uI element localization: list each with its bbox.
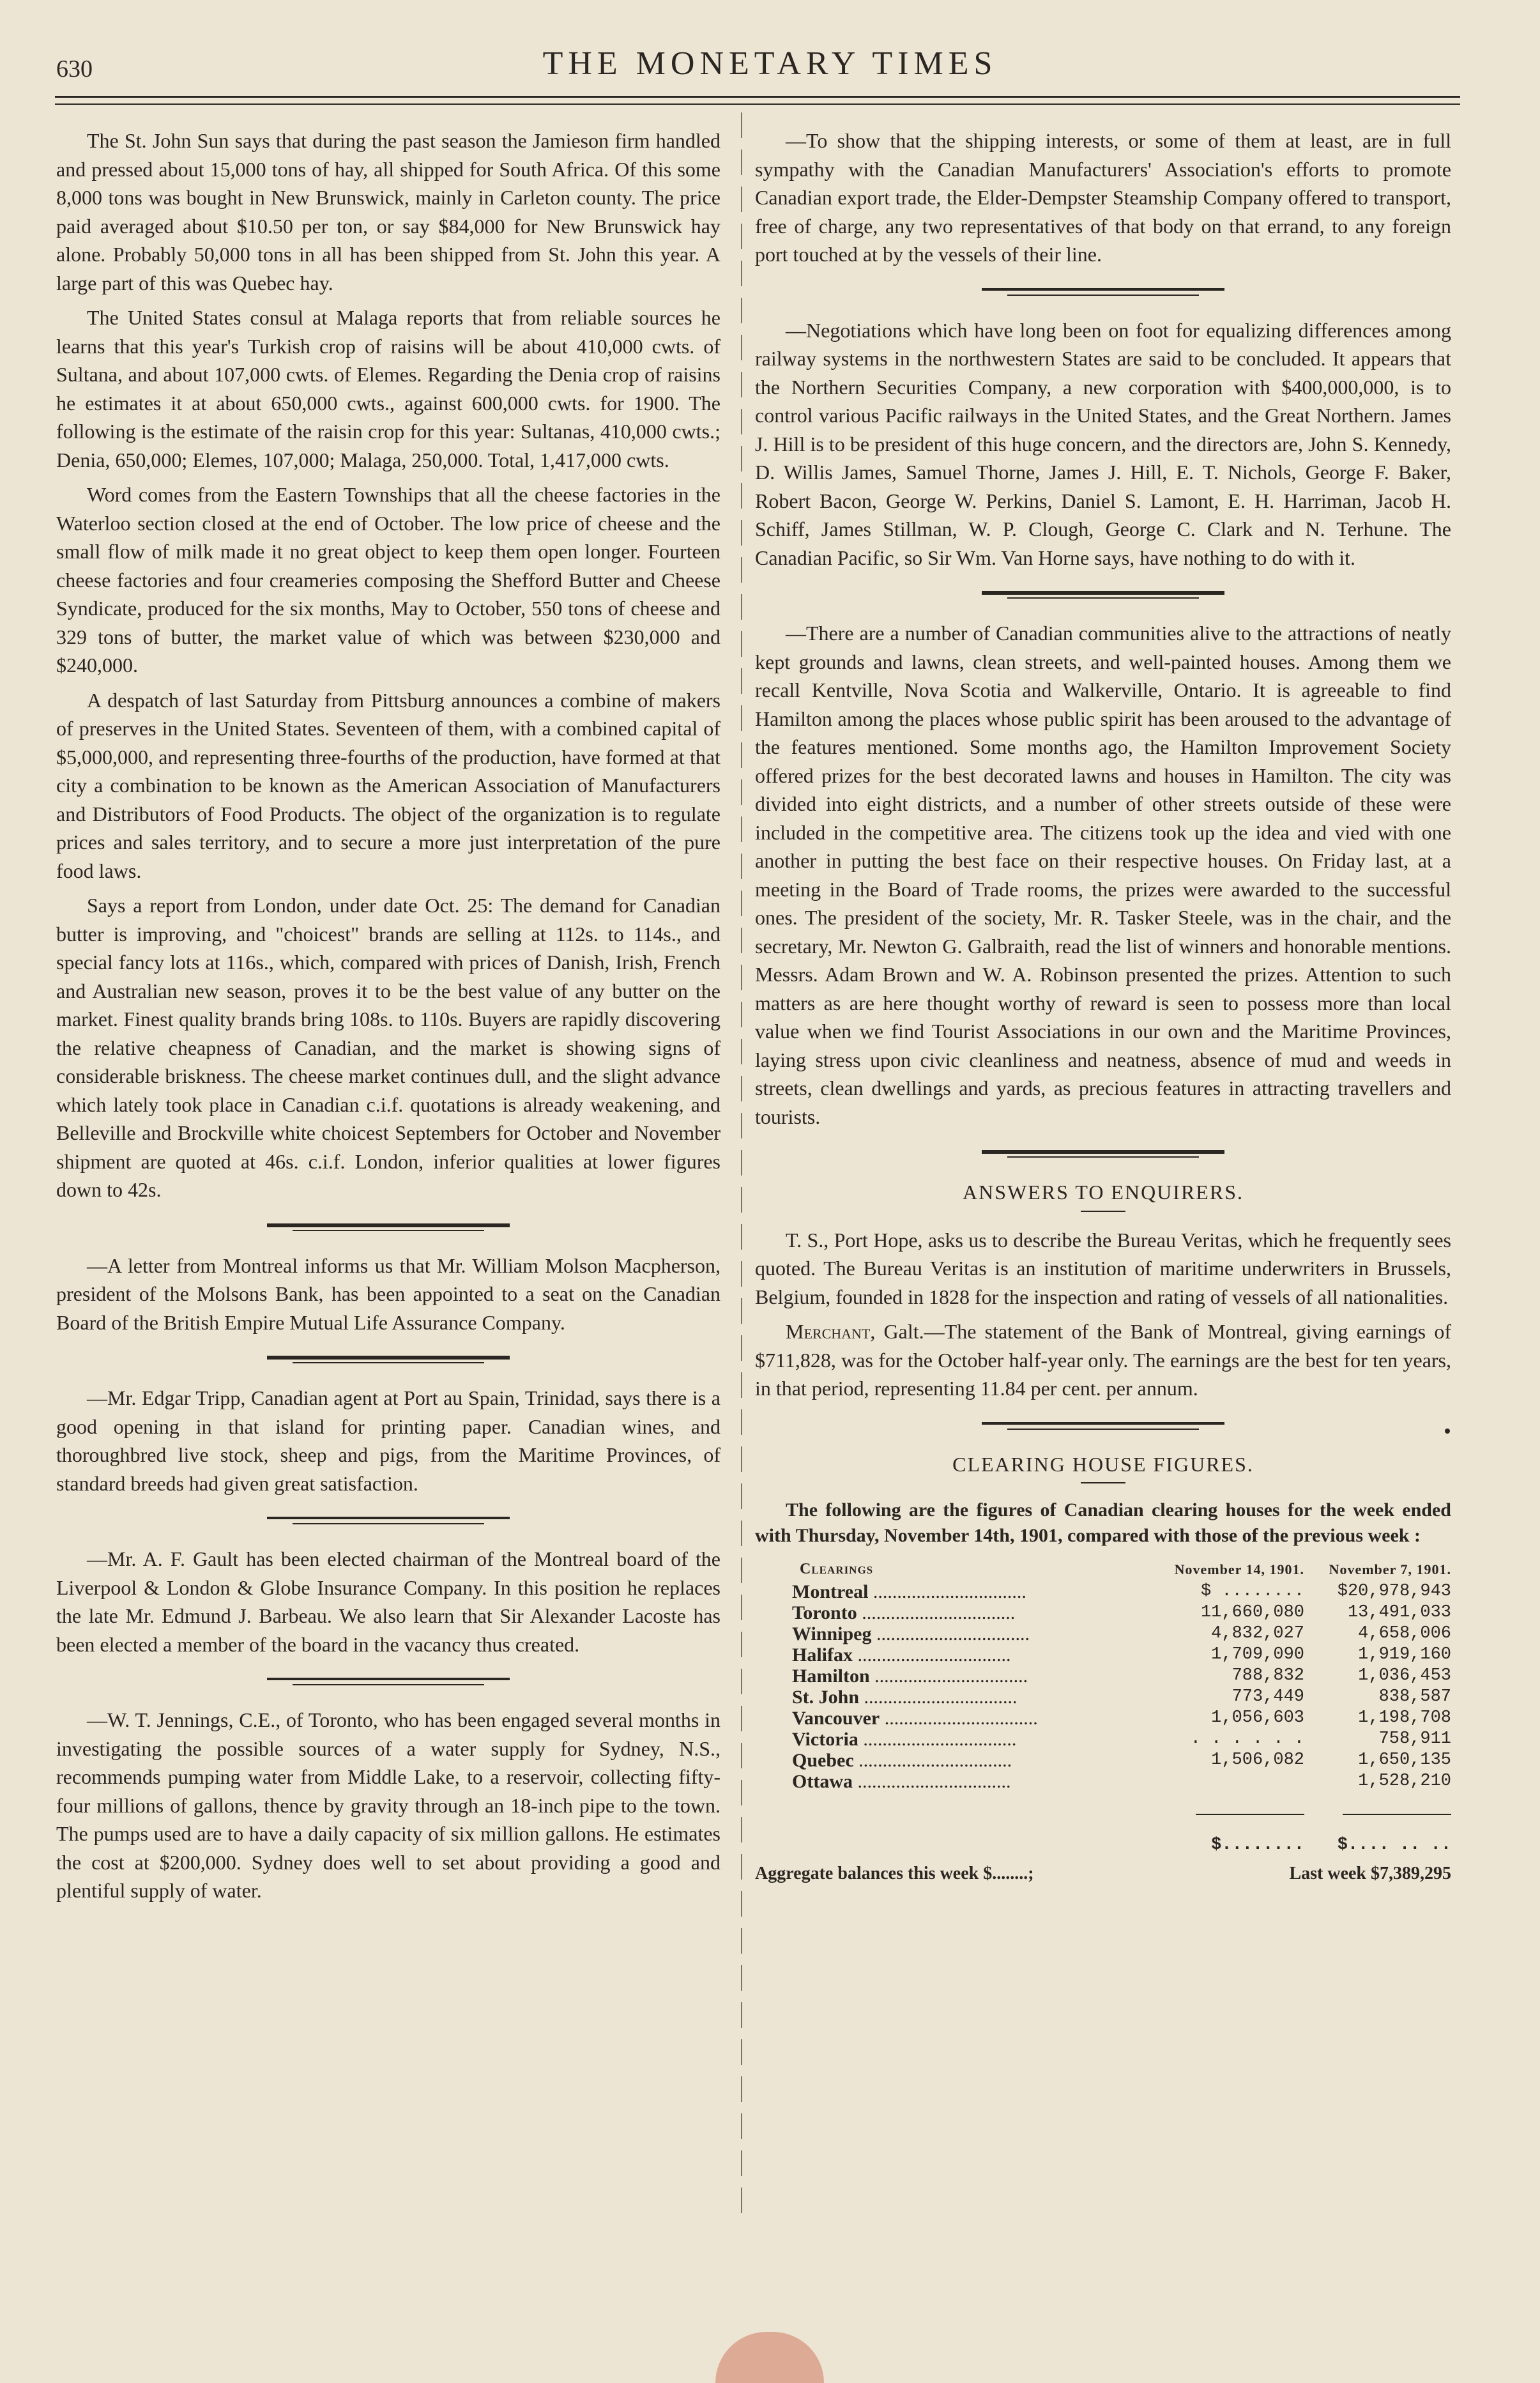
- city-label: Ottawa: [792, 1771, 853, 1792]
- city-name: [755, 1623, 1164, 1644]
- value-nov7: 13,491,033: [1347, 1603, 1451, 1622]
- section-separator: [267, 1223, 510, 1232]
- value-nov14: 1,709,090: [1211, 1645, 1304, 1664]
- table-row: [755, 1708, 1451, 1729]
- city-label: Winnipeg: [792, 1623, 872, 1644]
- answer-bureau-veritas: [755, 1226, 1451, 1312]
- leader-dots: ................................: [852, 1771, 1011, 1792]
- section-separator: [267, 1517, 510, 1526]
- city-label: Hamilton: [792, 1666, 870, 1687]
- article-gault: —Mr. A. F. Gault has been elected chairman of the Montreal board of the Liverpool & London & Globe Insurance Company. In this position he replaces the late Mr. Edmund J. Barbeau. We also learn that Sir Alexander Lacoste has been elected a member of the board in the vacancy thus created.: [56, 1547, 720, 1656]
- city-label: Vancouver: [792, 1708, 880, 1729]
- city-label: Victoria: [792, 1729, 858, 1750]
- section-separator: [982, 1150, 1224, 1159]
- header-rule-secondary: [55, 103, 1460, 105]
- city-name: [755, 1602, 1164, 1623]
- leader-dots: ................................: [857, 1602, 1016, 1623]
- section-separator: [982, 288, 1224, 297]
- table-row: [755, 1602, 1451, 1623]
- table-row: [755, 1750, 1451, 1771]
- value-nov14: [1164, 1771, 1304, 1792]
- article-macpherson: —A letter from Montreal informs us that Mr. William Molson Macpherson, president of the Molsons Bank, has been appointed to a seat on the Canadian Board of the British Empire Mutual Life Assurance Company.: [56, 1253, 720, 1334]
- section-separator: [982, 1422, 1224, 1431]
- city-name: [755, 1581, 1164, 1602]
- article-hay: The St. John Sun says that during the past season the Jamieson firm handled and pressed about 15,000 tons of hay, all shipped for South Africa. Of this some 8,000 tons was bought in New Brunswick, mainly in Carleton county. The price paid averaged about $10.50 per ton, or say $84,000 for New Brunswick hay alone. Probably 50,000 tons in all has been shipped from St. John this year. A large part of this was Quebec hay.: [56, 129, 720, 295]
- city-label: Quebec: [792, 1750, 854, 1771]
- section-separator: [267, 1678, 510, 1687]
- aggregate-last-week: Last week $7,389,295: [1289, 1864, 1451, 1883]
- column-header-clearings: Clearings: [800, 1561, 874, 1577]
- column-divider: [741, 112, 742, 2221]
- value-nov14: 1,056,603: [1211, 1708, 1304, 1728]
- article-shipping: —To show that the shipping interests, or some of them at least, are in full sympathy with the Canadian Manufacturers' Association's efforts to promote Canadian export trade, the Elder-Dempster Steamship Company offered to transport, free of charge, any two representatives of that body on that errand, to any foreign port touched at by the vessels of their line.: [755, 129, 1451, 266]
- city-name: [755, 1729, 1164, 1750]
- total-nov14: $........: [1211, 1835, 1304, 1855]
- right-column: [755, 126, 1451, 1889]
- city-name: [755, 1708, 1164, 1729]
- value-nov7: 4,658,006: [1358, 1624, 1451, 1643]
- leader-dots: ................................: [868, 1581, 1026, 1602]
- masthead-title: THE MONETARY TIMES: [542, 45, 998, 82]
- enquirer-name: Merchant: [786, 1320, 871, 1343]
- city-label: Toronto: [792, 1602, 857, 1623]
- table-row: [755, 1687, 1451, 1708]
- table-row: [755, 1666, 1451, 1687]
- header-rule: [55, 96, 1460, 98]
- city-name: [755, 1750, 1164, 1771]
- value-nov7: 1,036,453: [1358, 1666, 1451, 1685]
- city-name: [755, 1644, 1164, 1666]
- heading-rule: [1081, 1211, 1125, 1212]
- article-jennings: —W. T. Jennings, C.E., of Toronto, who has been engaged several months in investigating the possible sources of a water supply for Sydney, N.S., recommends pumping water from Middle Lake, to a reservoir, collecting fifty-four millions of gallons, thence by gravity through an 18-inch pipe to the town. The pumps used are to have a daily capacity of six million gallons. He estimates the cost at $200,000. Sydney does well to set about providing a good and plentiful supply of water.: [56, 1708, 720, 1902]
- clearing-heading: CLEARING HOUSE FIGURES.: [952, 1452, 1254, 1476]
- city-label: St. John: [792, 1687, 860, 1708]
- city-name: [755, 1771, 1164, 1792]
- article-hamilton-lawns: —There are a number of Canadian communities alive to the attractions of neatly kept grounds and lawns, clean streets, and well-painted houses. Among them we recall Kentville, Nova Scotia and Walkerville, Ontario. It is agreeable to find Hamilton among the places whose public spirit has been aroused to the advantage of the features mentioned. Some months ago, the Hamilton Improvement Society offered prizes for the best decorated lawns and houses in Hamilton. The city was divided into eight districts, and a number of other streets outside of these were included in the competitive area. The citizens took up the idea and vied with one another in putting the best face on their respective houses. On Friday last, at a meeting in the Board of Trade rooms, the prizes were awarded to the successful ones. The president of the society, Mr. R. Tasker Steele, was in the chair, and the secretary, Mr. Newton G. Galbraith, read the list of winners and honorable mentions. Messrs. Adam Brown and W. A. Robinson presented the prizes. Attention to such matters as are here thought worthy of reward is seen to possess more than local value when we find Tourist Associations in our own and the Maritime Provinces, laying stress upon civic cleanliness and neatness, absence of mud and weeds in streets, clean dwellings and yards, as precious features in attracting travellers and tourists.: [755, 622, 1451, 1128]
- clearing-table: [755, 1549, 1451, 1856]
- city-name: [755, 1687, 1164, 1708]
- value-nov7: 1,650,135: [1358, 1751, 1451, 1770]
- leader-dots: ................................: [871, 1623, 1030, 1644]
- leader-dots: ................................: [859, 1687, 1018, 1708]
- value-nov7: 1,528,210: [1358, 1772, 1451, 1791]
- article-raisins: The United States consul at Malaga reports that from reliable sources he learns that this year's Turkish crop of raisins will be about 410,000 cwts. of Sultana, and about 107,000 cwts. of Elemes. Regarding the Denia crop of raisins he estimates it at about 650,000 cwts., against 600,000 cwts. for 1900. The following is the estimate of the raisin crop for this year: Sultanas, 410,000 cwts.; Denia, 650,000; Elemes, 107,000; Malaga, 250,000. Total, 1,417,000 cwts.: [56, 306, 720, 471]
- column-header-nov14: November 14, 1901.: [1174, 1561, 1304, 1577]
- value-nov7: 838,587: [1378, 1687, 1451, 1706]
- value-nov7: 1,919,160: [1358, 1645, 1451, 1664]
- table-row: [755, 1729, 1451, 1750]
- clearing-table-header: [755, 1549, 1451, 1581]
- totals-rule-row: [755, 1792, 1451, 1822]
- article-preserves-combine: A despatch of last Saturday from Pittsburg announces a combine of makers of preserves in the United States. Seventeen of them, with a combined capital of $5,000,000, and representing three-fourths of the production, have formed at that city a combination to be known as the American Association of Manufacturers and Distributors of Food Products. The object of the organization is to regulate prices and sales territory, and to secure a more just interpretation of the pure food laws.: [56, 688, 720, 882]
- city-label: Halifax: [792, 1644, 853, 1666]
- value-nov7: 1,198,708: [1358, 1708, 1451, 1728]
- table-row: [755, 1581, 1451, 1602]
- leader-dots: ................................: [869, 1666, 1028, 1687]
- enquirer-name: T. S.: [786, 1228, 824, 1252]
- value-nov14: . . . . . .: [1190, 1729, 1304, 1749]
- column-header-nov7: November 7, 1901.: [1329, 1561, 1451, 1577]
- page-tab-mark: [715, 2332, 824, 2383]
- city-name: [755, 1666, 1164, 1687]
- value-nov14: 11,660,080: [1200, 1603, 1304, 1622]
- value-nov14: 4,832,027: [1211, 1624, 1304, 1643]
- article-butter-report: Says a report from London, under date Oct. 25: The demand for Canadian butter is improving, and "choicest" brands are selling at 112s. to 114s., and special fancy lots at 116s., which, compared with prices of Danish, Irish, French and Australian new season, proves it to be the best value of any butter on the market. Finest quality brands bring 108s. to 110s. Buyers are rapidly discovering the relative cheapness of Canadian, and the market is showing signs of considerable briskness. The cheese market continues dull, and the slight advance which lately took place in Canadian c.i.f. quotations is already weakening, and Belleville and Brockville white choicest Septembers for October and November shipment are quoted at 46s. c.i.f. London, inferior qualities at lower figures down to 42s.: [56, 894, 720, 1201]
- answer-text: , Galt.—The statement of the Bank of Montreal, giving earnings of $711,828, was for the October half-year only. The earnings are the best for ten years, in that period, representing 11.84 per cent. per annum.: [755, 1320, 1451, 1400]
- leader-dots: ................................: [858, 1729, 1017, 1750]
- totals-row: [755, 1822, 1451, 1856]
- table-row: [755, 1771, 1451, 1792]
- article-railway: —Negotiations which have long been on foot for equalizing differences among railway systems in the northwestern States are said to be concluded. It appears that the Northern Securities Company, a new corporation with $400,000,000, is to control various Pacific railways in the United States, and the Great Northern. James J. Hill is to be president of this huge concern, and the directors are, John S. Kennedy, D. Willis James, Samuel Thorne, James J. Hill, E. T. Nichols, George F. Baker, Robert Bacon, George W. Perkins, Daniel S. Lamont, E. H. Harriman, Jacob H. Schiff, James Stillman, W. P. Clough, George C. Clark and N. Terhune. The Canadian Pacific, so Sir Wm. Van Horne says, have nothing to do with it.: [755, 318, 1451, 569]
- leader-dots: ................................: [880, 1708, 1038, 1729]
- heading-rule: [1081, 1482, 1125, 1483]
- section-separator: [267, 1356, 510, 1365]
- article-cheese-factories: Word comes from the Eastern Townships that all the cheese factories in the Waterloo section closed at the end of October. The low price of cheese and the small flow of milk made it no great object to keep them open longer. Fourteen cheese factories and four creameries composing the Shefford Butter and Cheese Syndicate, produced for the six months, May to October, 550 tons of cheese and 329 tons of butter, the market value of which was between $230,000 and $240,000.: [56, 483, 720, 677]
- table-row: [755, 1623, 1451, 1644]
- value-nov14: 1,506,082: [1211, 1751, 1304, 1770]
- value-nov7: $20,978,943: [1337, 1582, 1451, 1601]
- aggregate-this-week: Aggregate balances this week $........;: [755, 1864, 1034, 1883]
- value-nov14: 788,832: [1231, 1666, 1304, 1685]
- article-tripp: —Mr. Edgar Tripp, Canadian agent at Port au Spain, Trinidad, says there is a good opening in that island for printing paper. Canadian wines, and thoroughbred live stock, sheep and pigs, from the Maritime Provinces, of standard breeds had given great satisfaction.: [56, 1386, 720, 1495]
- total-nov7: $.... .. ..: [1337, 1835, 1451, 1855]
- table-row: [755, 1644, 1451, 1666]
- leader-dots: ................................: [853, 1750, 1012, 1771]
- answers-heading: ANSWERS TO ENQUIRERS.: [963, 1181, 1244, 1204]
- leader-dots: ................................: [853, 1644, 1011, 1666]
- value-nov14: 773,449: [1231, 1687, 1304, 1706]
- value-nov14: $ ........: [1200, 1582, 1304, 1601]
- aggregate-balances: [755, 1860, 1451, 1889]
- page-number: 630: [56, 56, 93, 82]
- city-label: Montreal: [792, 1581, 869, 1602]
- answer-bank-montreal: [755, 1317, 1451, 1403]
- answer-text: , Port Hope, asks us to describe the Bureau Veritas, which he frequently sees quoted. The Bureau Veritas is an institution of maritime underwriters in Brussels, Belgium, founded in 1828 for the inspection and rating of vessels of all nationalities.: [755, 1228, 1452, 1308]
- value-nov7: 758,911: [1378, 1729, 1451, 1749]
- section-separator: [982, 591, 1224, 600]
- clearing-intro: The following are the figures of Canadian clearing houses for the week ended with Thursday, November 14th, 1901, compared with those of the previous week :: [755, 1499, 1451, 1546]
- margin-dot: [1445, 1429, 1450, 1434]
- left-column: [56, 126, 720, 1905]
